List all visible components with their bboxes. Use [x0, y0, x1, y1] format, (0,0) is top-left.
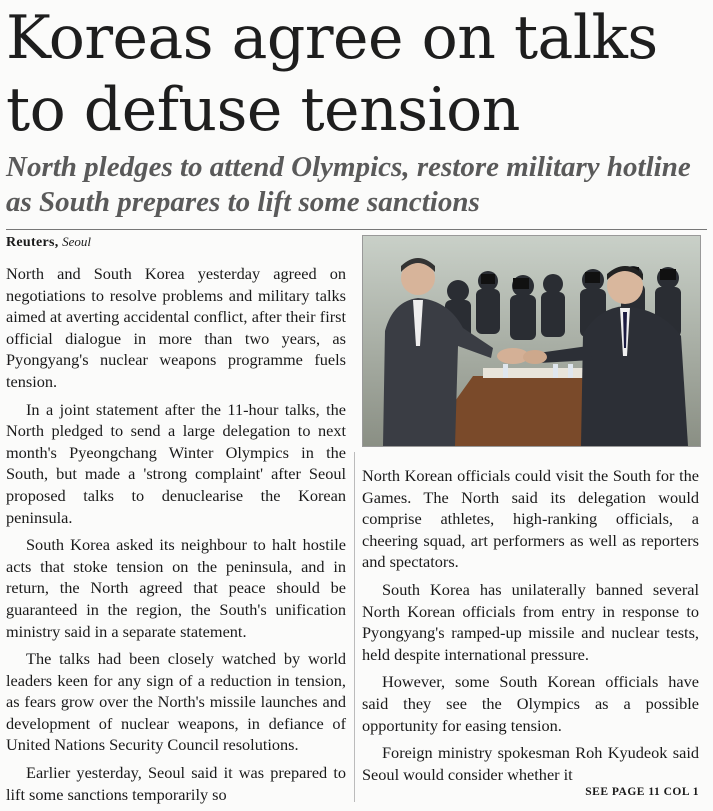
- paragraph: North Korean officials could visit the South for the Games. The North said its delegation would comprise athletes, high-ranking officials, a cheering squad, art performers as well as reporters and spectators.: [362, 466, 699, 572]
- byline-location: Seoul: [62, 234, 91, 249]
- headline: Koreas agree on talks to defuse tension: [6, 3, 658, 145]
- news-photo: [362, 235, 701, 447]
- paragraph: In a joint statement after the 11-hour talks, the North pledged to send a large delegation to next month's Pyeongchang Winter Olympics in the South, but made a 'strong complaint' after Seoul proposed talks to denuclearise the Korean peninsula.: [6, 399, 346, 527]
- column-divider: [354, 452, 355, 802]
- byline: [6, 234, 91, 251]
- top-rule: [6, 229, 707, 230]
- continued-on-page-link: SEE PAGE 11 COL 1: [585, 786, 699, 798]
- subheadline: North pledges to attend Olympics, restore military hotline as South prepares to lift some sanctions: [6, 151, 691, 218]
- article-column-left: [6, 263, 346, 811]
- article-column-right: [362, 465, 699, 791]
- handshake-photo-icon: [363, 236, 700, 446]
- paragraph: North and South Korea yesterday agreed on negotiations to resolve problems and military talks aimed at averting accidental conflict, after their first official dialogue in more than two years, as Pyongyang's nuclear weapons programme fuels tension.: [6, 264, 346, 391]
- paragraph: The talks had been closely watched by world leaders keen for any sign of a reduction in tension, as fears grow over the North's missile launches and development of nuclear weapons, in defiance of United Nations Security Council resolutions.: [6, 649, 346, 755]
- paragraph: Earlier yesterday, Seoul said it was prepared to lift some sanctions temporarily so: [6, 763, 346, 804]
- paragraph: However, some South Korean officials have said they see the Olympics as a possible opportunity for easing tension.: [362, 672, 699, 735]
- byline-agency: Reuters,: [6, 235, 59, 250]
- paragraph: South Korea asked its neighbour to halt hostile acts that stoke tension on the peninsula, and in return, the North agreed that peace should be guaranteed in the region, the South's unification ministry said in a separate statement.: [6, 535, 346, 641]
- paragraph: South Korea has unilaterally banned several North Korean officials from entry in response to Pyongyang's ramped-up missile and nuclear tests, held despite international pressure.: [362, 579, 699, 664]
- paragraph: Foreign ministry spokesman Roh Kyudeok said Seoul would consider whether it: [362, 743, 699, 784]
